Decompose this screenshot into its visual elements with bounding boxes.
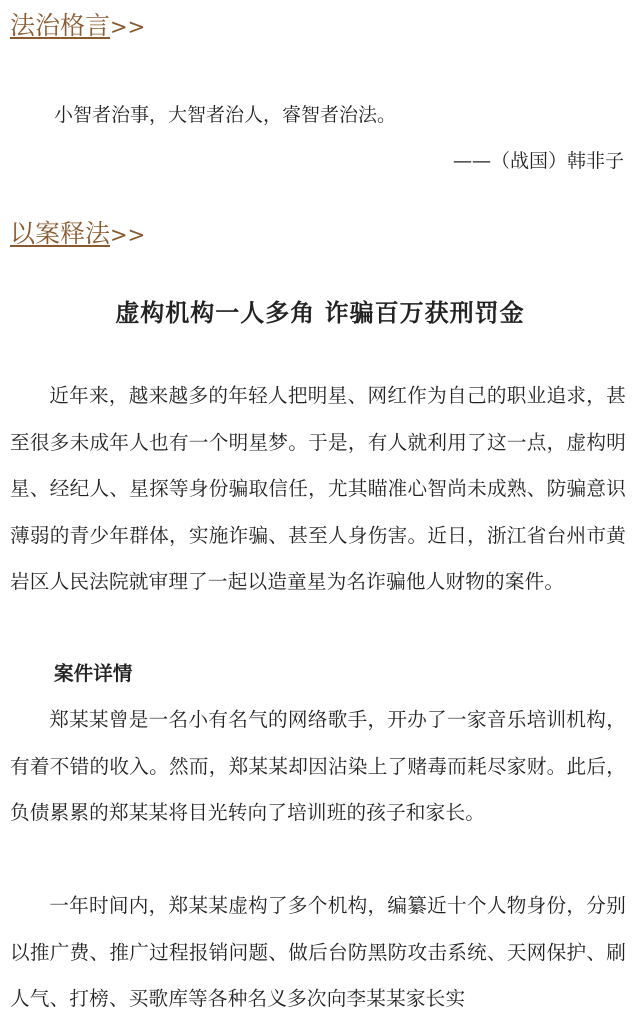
article-paragraph-3: 一年时间内，郑某某虚构了多个机构，编纂近十个人物身份，分别以推广费、推广过程报销问题、做后台防黑防攻击系统、天网保护、刷人气、打榜、买歌库等各种名义多次向李某某家长实 [10,894,626,1010]
section-heading-maxim [10,10,145,43]
section-arrow: >> [110,223,146,247]
quote-author: ——（战国）韩非子 [452,150,624,172]
article-paragraph-1: 近年来，越来越多的年轻人把明星、网红作为自己的职业追求，甚至很多未成年人也有一个明星梦。于是，有人就利用了这一点，虚构明星、经纪人、星探等身份骗取信任，尤其瞄准心智尚未成熟、防骗意识薄弱的青少年群体，实施诈骗、甚至人身伤害。近日，浙江省台州市黄岩区人民法院就审理了一起以造童星为名诈骗他人财物的案件。 [10,384,626,593]
section-title: 以案释法 [10,219,111,248]
section-arrow: >> [110,15,146,39]
section-title: 法治格言 [10,11,111,40]
section-heading-case [10,218,145,251]
article-paragraph-2: 郑某某曾是一名小有名气的网络歌手，开办了一家音乐培训机构，有着不错的收入。然而，郑某某却因沾染上了赌毒而耗尽家财。此后，负债累累的郑某某将目光转向了培训班的孩子和家长。 [10,708,626,824]
quote-text: 小智者治事，大智者治人，睿智者治法。 [54,104,397,126]
article-subheading: 案件详情 [54,662,133,685]
article-title: 虚构机构一人多角 诈骗百万获刑罚金 [115,298,525,327]
